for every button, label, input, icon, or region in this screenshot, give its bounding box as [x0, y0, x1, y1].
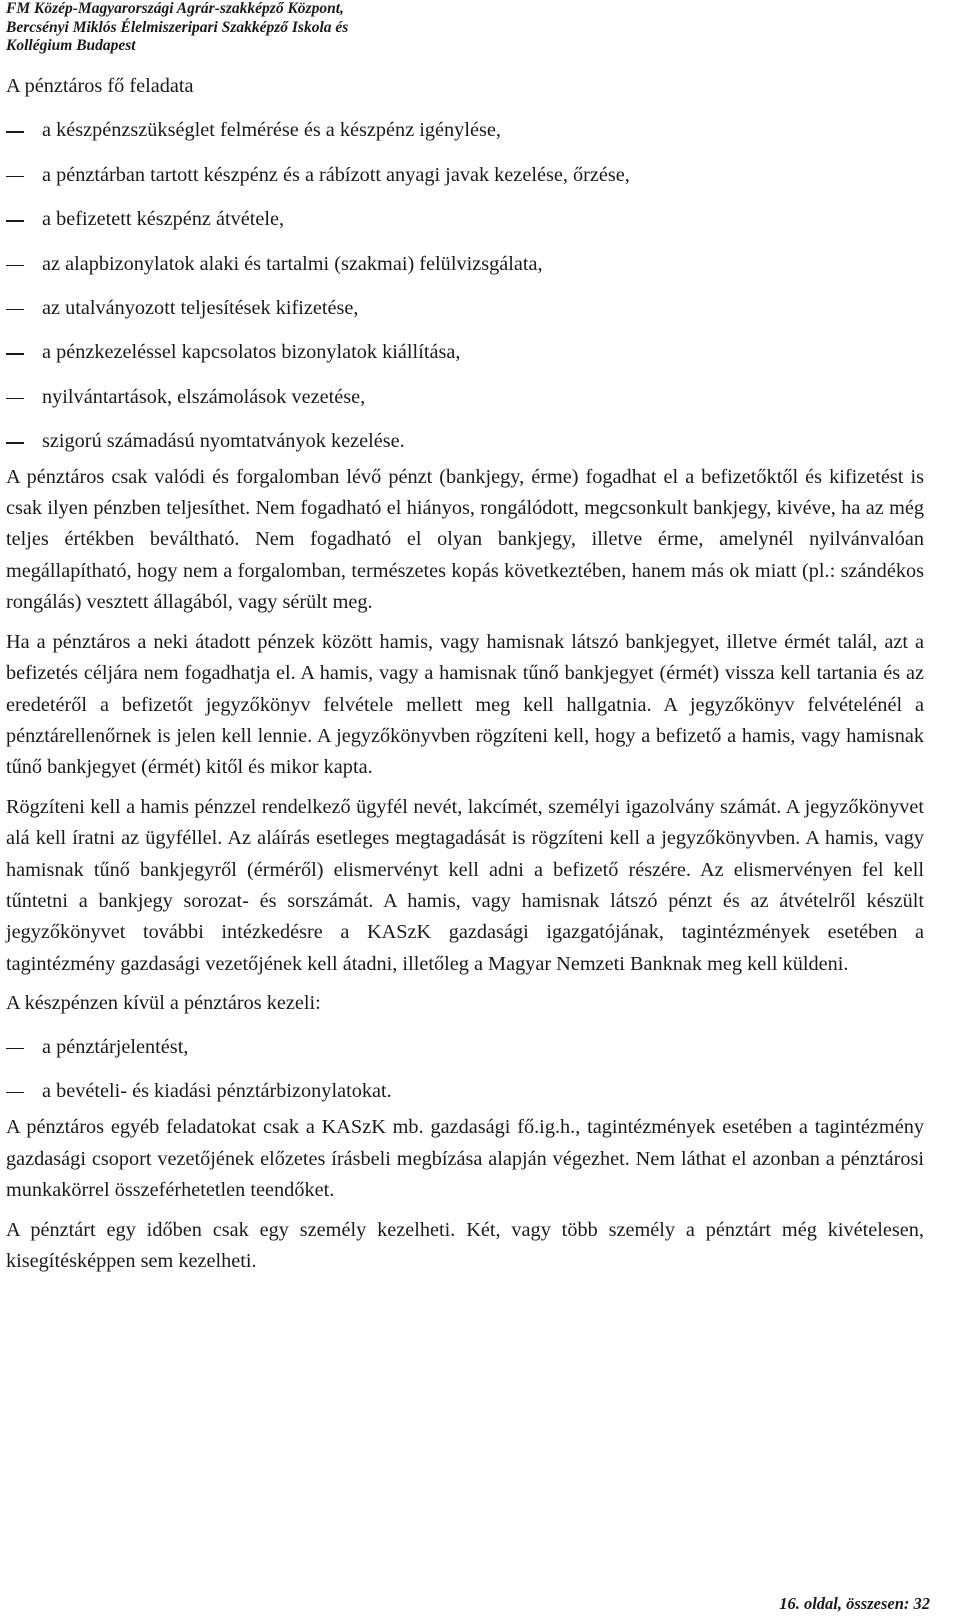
list-item [6, 204, 924, 235]
list-item [6, 115, 924, 146]
list-item [6, 337, 924, 368]
list-item-text: a pénzkezeléssel kapcsolatos bizonylatok kiállítása, [42, 341, 461, 364]
paragraph-valid-money: A pénztáros csak valódi és forgalomban lévő pénzt (bankjegy, érme) fogadhat el a befizetőktől és kifizetést is csak ilyen pénzben teljesíthet. Nem fogadható el hiányos, rongálódott, megcsonkult bankjegy, kivéve, ha az még teljes értékben beváltható. Nem fogadható el olyan bankjegy, illetve érme, amelynél nyilvánvalóan megállapítható, hogy nem a forgalomban, természetes kopás következtében, hanem más ok miatt (pl.: szándékos rongálás) vesztett állagából, vagy sérült meg. [6, 465, 924, 614]
header-line-2: Bercsényi Miklós Élelmiszeripari Szakképző Iskola és [6, 18, 349, 36]
list-item-text: a bevételi- és kiadási pénztárbizonylatokat. [42, 1079, 392, 1102]
list-item-text: szigorú számadású nyomtatványok kezelése. [42, 430, 405, 453]
page-number: 16. oldal, összesen: 32 [779, 1594, 930, 1613]
paragraph-single-operator: A pénztárt egy időben csak egy személy kezelheti. Két, vagy több személy a pénztárt még kivételesen, kisegítésképpen sem kezelheti. [6, 1218, 924, 1272]
list-item-text: a pénztárjelentést, [42, 1035, 189, 1058]
paragraph-counterfeit: Ha a pénztáros a neki átadott pénzek között hamis, vagy hamisnak látszó bankjegyet, illetve érmét talál, azt a befizetés céljára nem fogadhatja el. A hamis, vagy a hamisnak tűnő bankjegyet (érmét) vissza kell tartania és az eredetéről a befizetőt jegyzőkönyv felvétele mellett meg kell hallgatnia. A jegyzőkönyv felvételénél a pénztárellenőrnek is jelen kell lennie. A jegyzőkönyvben rögzíteni kell, hogy a befizető a hamis, vagy hamisnak tűnő bankjegyet (érmét) kitől és mikor kapta. [6, 630, 924, 779]
list-item [6, 293, 924, 324]
section-title-other-duties: A készpénzen kívül a pénztáros kezeli: [6, 992, 321, 1015]
list-item [6, 426, 924, 457]
section-title-main-duties: A pénztáros fő feladata [6, 75, 194, 97]
list-item-text: nyilvántartások, elszámolások vezetése, [42, 385, 366, 408]
document-body [6, 71, 924, 1285]
duties-list [6, 115, 924, 457]
paragraph-other-tasks: A pénztáros egyéb feladatokat csak a KASzK mb. gazdasági fő.ig.h., tagintézmények esetében a tagintézmény gazdasági csoport vezetőjének előzetes írásbeli megbízása alapján végezhet. Nem láthat el azonban a pénztárosi munkakörrel összeférhetetlen teendőket. [6, 1116, 924, 1202]
managed-items-list [6, 1032, 924, 1108]
list-item [6, 1032, 924, 1063]
list-item [6, 160, 924, 191]
header-line-1: FM Közép-Magyarországi Agrár-szakképző Központ, [6, 0, 344, 17]
list-item-text: a készpénzszükséglet felmérése és a készpénz igénylése, [42, 119, 501, 142]
header-line-3: Kollégium Budapest [6, 37, 136, 54]
paragraph-record-details: Rögzíteni kell a hamis pénzzel rendelkező ügyfél nevét, lakcímét, személyi igazolvány számát. A jegyzőkönyvet alá kell íratni az ügyféllel. Az aláírás esetleges megtagadását is rögzíteni kell a jegyzőkönyvben. A hamis, vagy hamisnak tűnő bankjegyről (érméről) elismervényt kell adni a befizető részére. Az elismervényen fel kell tűntetni a bankjegy sorozat- és sorszámát. A hamis, vagy hamisnak látszó pénzt és az átvételről készült jegyzőkönyvet további intézkedésre a KASzK gazdasági igazgatójának, tagintézmények esetében a tagintézmény gazdasági vezetőjének kell átadni, illetőleg a Magyar Nemzeti Banknak meg kell küldeni. [6, 795, 924, 975]
document-header [6, 0, 348, 56]
list-item-text: az alapbizonylatok alaki és tartalmi (szakmai) felülvizsgálata, [42, 252, 543, 275]
list-item [6, 249, 924, 280]
list-item [6, 382, 924, 413]
list-item-text: a pénztárban tartott készpénz és a rábízott anyagi javak kezelése, őrzése, [42, 163, 630, 186]
list-item [6, 1076, 924, 1107]
list-item-text: a befizetett készpénz átvétele, [42, 208, 285, 231]
list-item-text: az utalványozott teljesítések kifizetése, [42, 297, 359, 320]
